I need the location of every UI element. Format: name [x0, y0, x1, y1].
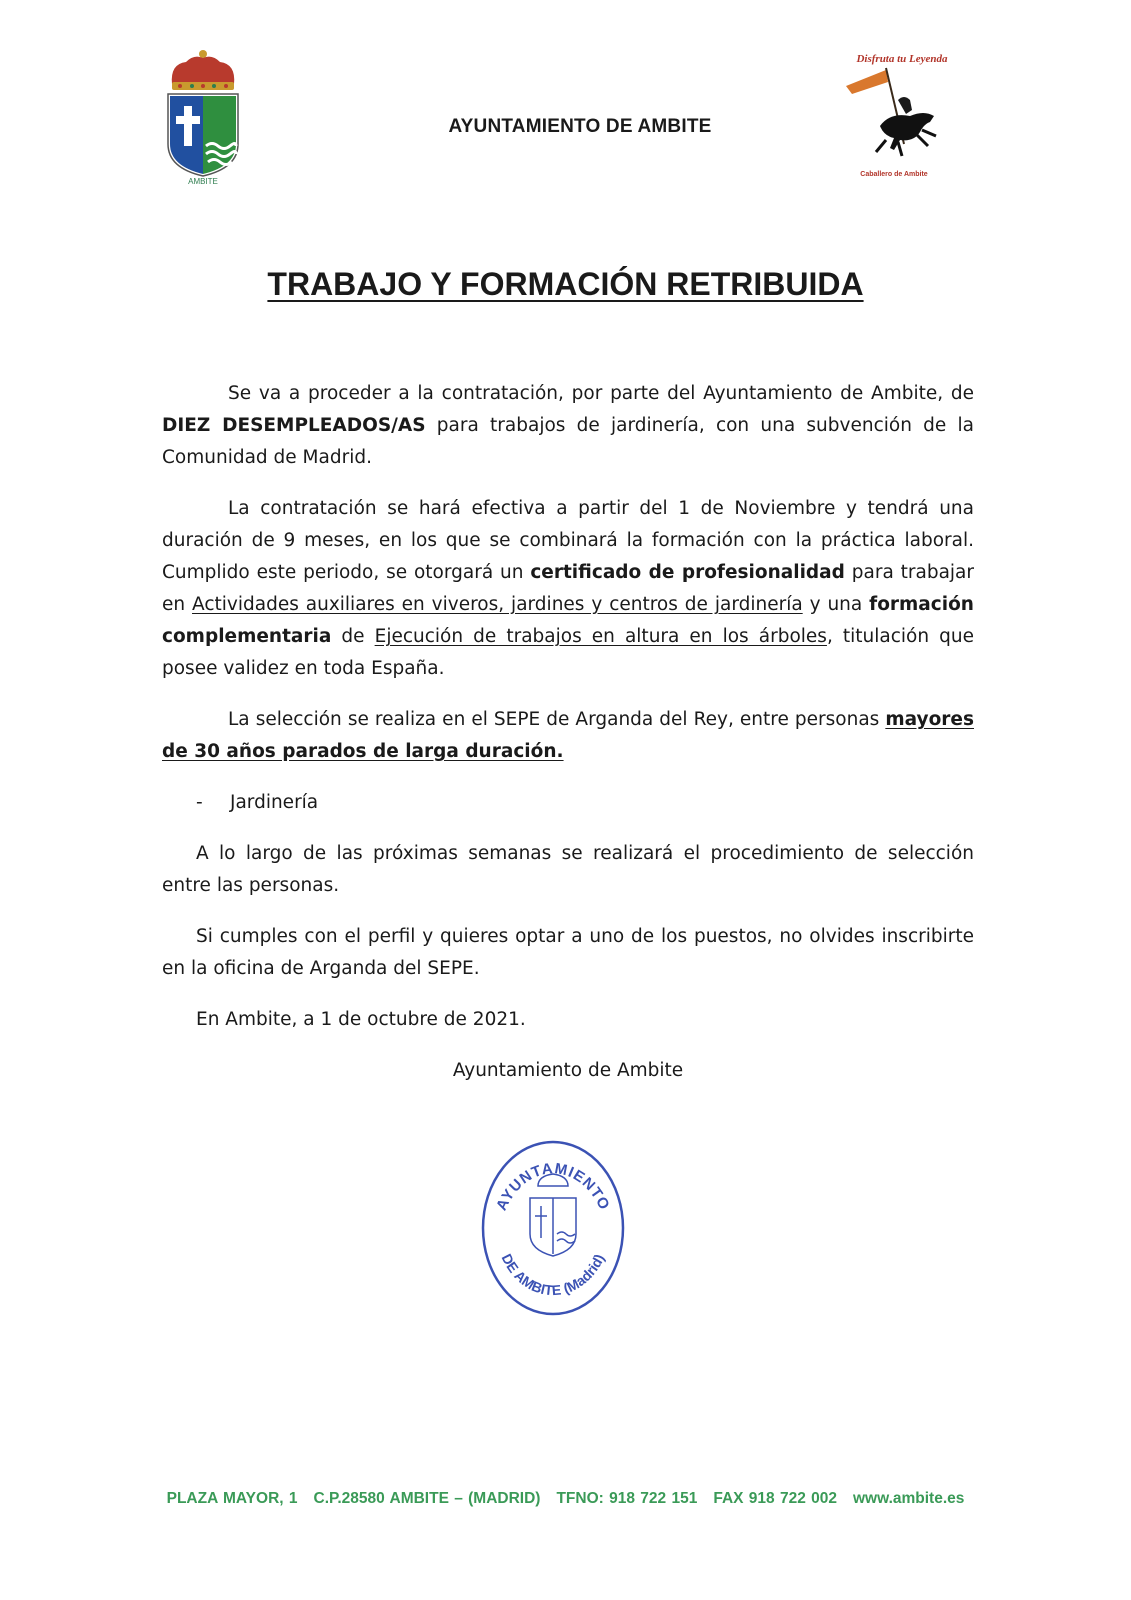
paragraph-5: Si cumples con el perfil y quieres optar a uno de los puestos, no olvides inscribirte en la oficina de Arganda del SEPE.: [162, 926, 974, 979]
bold-text: DIEZ DESEMPLEADOS/AS: [162, 415, 426, 436]
list-item: [196, 787, 974, 819]
shield-icon: [168, 94, 238, 176]
paragraph-1: Se va a proceder a la contratación, por parte del Ayuntamiento de Ambite, de DIEZ DESEMPLEADOS/AS para trabajos de jardinería, con una subvención de la Comunidad de Madrid.: [162, 383, 974, 468]
footer-postal: C.P.28580 AMBITE – (MADRID): [313, 1490, 541, 1507]
bold-underlined-text: mayores de 30 años parados de larga duración.: [162, 709, 974, 762]
paragraph-2: La contratación se hará efectiva a partir del 1 de Noviembre y tendrá una duración de 9 meses, en los que se combinará la formación con la práctica laboral. Cumplido este periodo, se otorgará un certificado de profesionalidad para trabajar en Actividades auxiliares en viveros, jardines y centros de jardinería y una formación complementaria de Ejecución de trabajos en altura en los árboles, titulación que posee validez en toda España.: [162, 498, 975, 679]
stamp-shield-icon: [530, 1174, 576, 1256]
bold-text: formación complementaria: [162, 594, 974, 647]
underlined-text: Actividades auxiliares en viveros, jardines y centros de jardinería: [192, 594, 803, 615]
footer-address: PLAZA MAYOR, 1: [166, 1490, 298, 1507]
footer-fax: FAX 918 722 002: [713, 1490, 837, 1507]
header-title: AYUNTAMIENTO DE AMBITE: [448, 116, 712, 137]
stamp-bottom-text: DE AMBITE (Madrid): [498, 1251, 608, 1299]
knight-on-horse-icon: [846, 68, 936, 156]
svg-text:DE AMBITE (Madrid): [499, 1251, 608, 1298]
official-stamp: [478, 1138, 628, 1318]
coat-of-arms-logo: [160, 46, 246, 186]
footer-website-link[interactable]: www.ambite.es: [852, 1490, 965, 1507]
crown-icon: [172, 50, 234, 90]
list-item-text: Jardinería: [230, 792, 319, 813]
document-body: [162, 378, 974, 1087]
coat-of-arms-label: AMBITE: [188, 177, 218, 186]
logo-slogan: Disfruta tu Leyenda: [856, 53, 948, 65]
footer-phone: TFNO: 918 722 151: [556, 1490, 698, 1507]
logo-caption: Caballero de Ambite: [860, 171, 928, 178]
bold-text: certificado de profesionalidad: [530, 562, 845, 583]
document-title: [0, 266, 1131, 303]
stamp-top-text: AYUNTAMIENTO: [493, 1160, 613, 1214]
document-title-text: TRABAJO Y FORMACIÓN RETRIBUIDA: [267, 266, 864, 302]
signature: Ayuntamiento de Ambite: [452, 1060, 684, 1081]
paragraph-3: La selección se realiza en el SEPE de Arganda del Rey, entre personas mayores de 30 años parados de larga duración.: [162, 709, 974, 762]
bullet-dash: -: [196, 792, 203, 813]
underlined-text: Ejecución de trabajos en altura en los árboles: [374, 626, 827, 647]
paragraph-4: A lo largo de las próximas semanas se realizará el procedimiento de selección entre las personas.: [162, 843, 974, 896]
date-line: En Ambite, a 1 de octubre de 2021.: [196, 1009, 526, 1030]
caballero-logo: [842, 48, 952, 182]
footer: [0, 1490, 1131, 1508]
